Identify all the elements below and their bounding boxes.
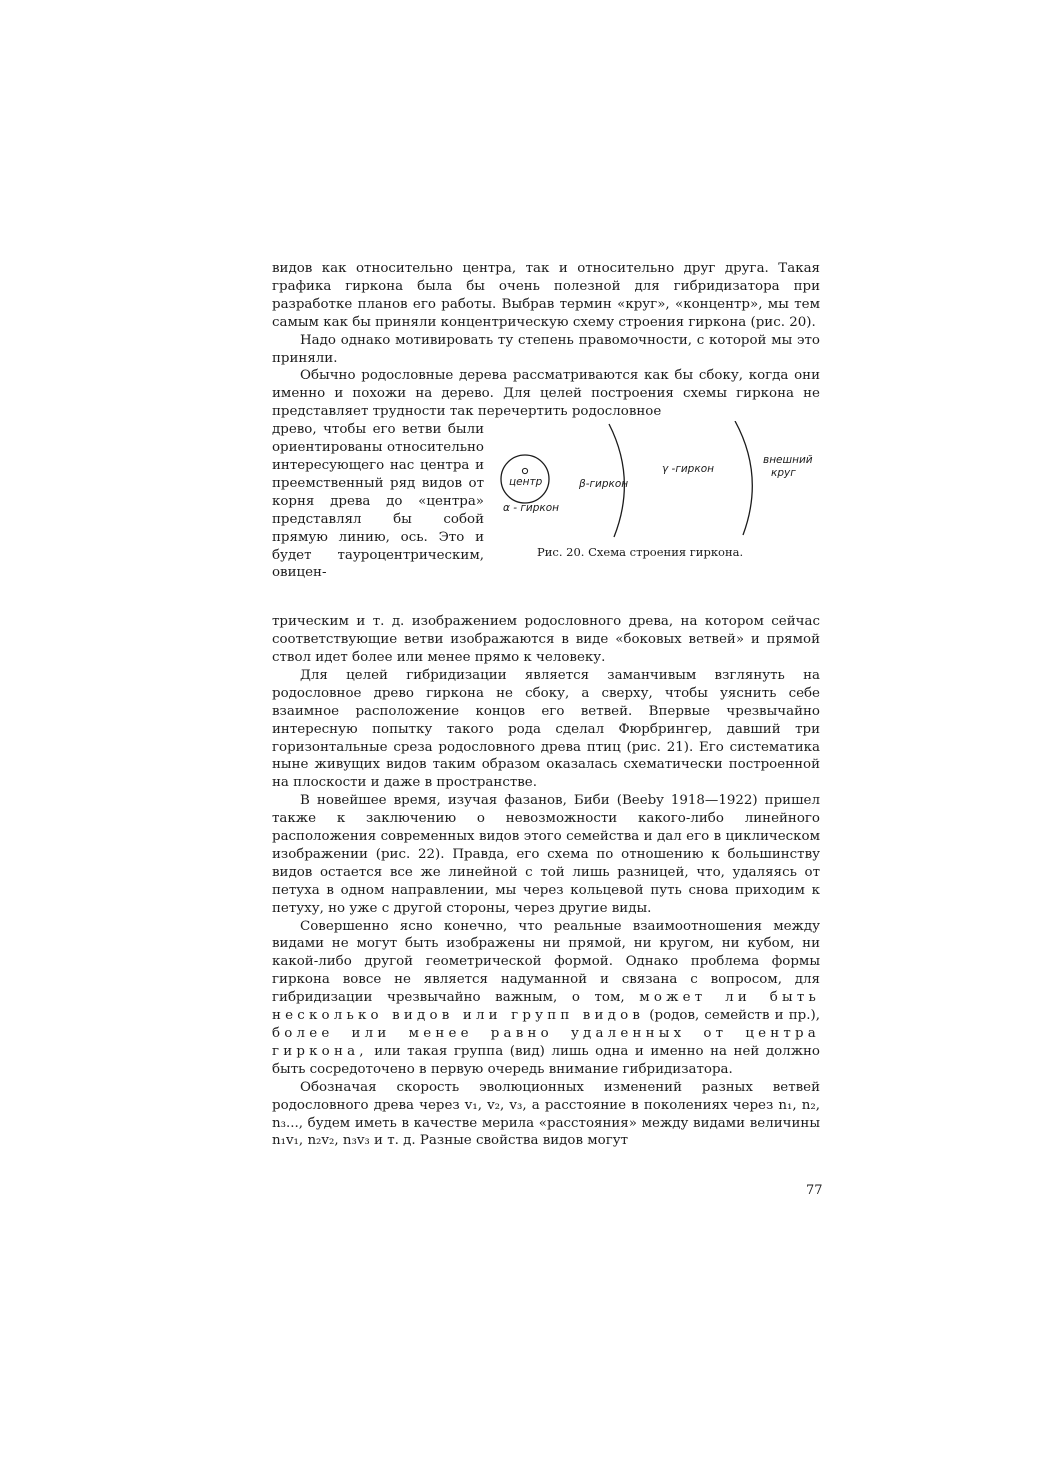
paragraph-6-spaced: может ли быть несколько видов или групп видов (272, 990, 820, 1024)
paragraph-5: В новейшее время, изучая фазанов, Биби (Beeby 1918—1922) пришел также к заключению о невозможности какого-либо линейного расположения современных видов этого семейства и дал его в циклическом изображении (рис. 22). Правда, его схема по отношению к большинству видов остается все же линейной с той лишь разницей, что, удаляясь от петуха в одном направлении, мы через кольцевой путь снова приходим к петуху, но уже с другой стороны, через другие виды. (272, 793, 820, 916)
center-point (522, 469, 527, 474)
paragraph-6-spaced-2: более или менее равно удаленных от центра гиркона, (272, 1026, 820, 1059)
page-number: 77 (806, 1183, 823, 1198)
outer-label-2: круг (771, 467, 796, 480)
page-text (272, 260, 820, 1150)
paragraph-7: Обозначая скорость эволюционных изменений разных ветвей родословного древа через v₁, v₂, v₃, а расстояние в поколениях через n₁, n₂, n₃..., будем иметь в качестве мерила «расстояния» между видами величины n₁v₁, n₂v₂, n₃v₃ и т. д. Разные свойства видов могут (272, 1079, 820, 1149)
paragraph-6 (272, 918, 820, 1079)
paragraph-2: Надо однако мотивировать ту степень правомочности, с которой мы это приняли. (272, 332, 820, 366)
paragraph-4: Для целей гибридизации является заманчивым взглянуть на родословное древо гиркона не сбоку, а сверху, чтобы уяснить себе взаимное расположение концов его ветвей. Впервые чрезвычайно интересную попытку такого рода сделал Фюрбрингер, давший три горизонтальные среза родословного древа птиц (рис. 21). Его систематика ныне живущих видов таким образом оказалась схематически построенной на плоскости и даже в пространстве. (272, 667, 820, 791)
wrap-block (272, 421, 820, 613)
figure-20 (497, 421, 822, 571)
paragraph-6-a: Совершенно ясно конечно, что реальные взаимоотношения между видами не могут быть изображены ни прямой, ни кругом, ни кубом, ни какой-либо другой геометрической формой. Однако проблема формы гиркона вовсе не является надуманной и связана с вопросом, для гибридизации чрезвычайно важным, о том, (272, 918, 820, 1006)
alpha-label: α - гиркон (503, 502, 560, 515)
center-label: центр (509, 476, 543, 489)
paragraph-6-c: или такая группа (вид) лишь одна и именно на ней должно быть сосредоточено в первую очередь внимание гибридизатора. (272, 1043, 820, 1077)
paragraph-6-b: (родов, семейств и пр.), (649, 1008, 820, 1024)
paragraph-3-wrap: древо, чтобы его ветви были ориентированы относительно интересующего нас центра и преемственный ряд видов от корня древа до «центра» представлял бы собой прямую линию, ось. Это и будет тауроцентрическим, овицен- (272, 422, 484, 581)
paragraph-3: Обычно родословные дерева рассматриваются как бы сбоку, когда они именно и похожи на дерево. Для целей построения схемы гиркона не представляет трудности так перечертить родословное (272, 368, 820, 420)
figure-caption: Рис. 20. Схема строения гиркона. (537, 545, 744, 560)
paragraph-3-end: трическим и т. д. изображением родословного древа, на котором сейчас соответствующие ветви изображаются в виде «боковых ветвей» и прямой ствол идет более или менее прямо к человеку. (272, 614, 820, 665)
beta-label: β-гиркон (579, 478, 629, 491)
paragraph-1: видов как относительно центра, так и относительно друг друга. Такая графика гиркона была бы очень полезной для гибридизатора при разработке планов его работы. Выбрав термин «круг», «концентр», мы тем самым как бы приняли концентрическую схему строения гиркона (рис. 20). (272, 261, 820, 330)
gamma-label: γ -гиркон (662, 463, 714, 476)
gamma-arc (735, 421, 752, 535)
outer-label-1: внешний (763, 454, 813, 467)
